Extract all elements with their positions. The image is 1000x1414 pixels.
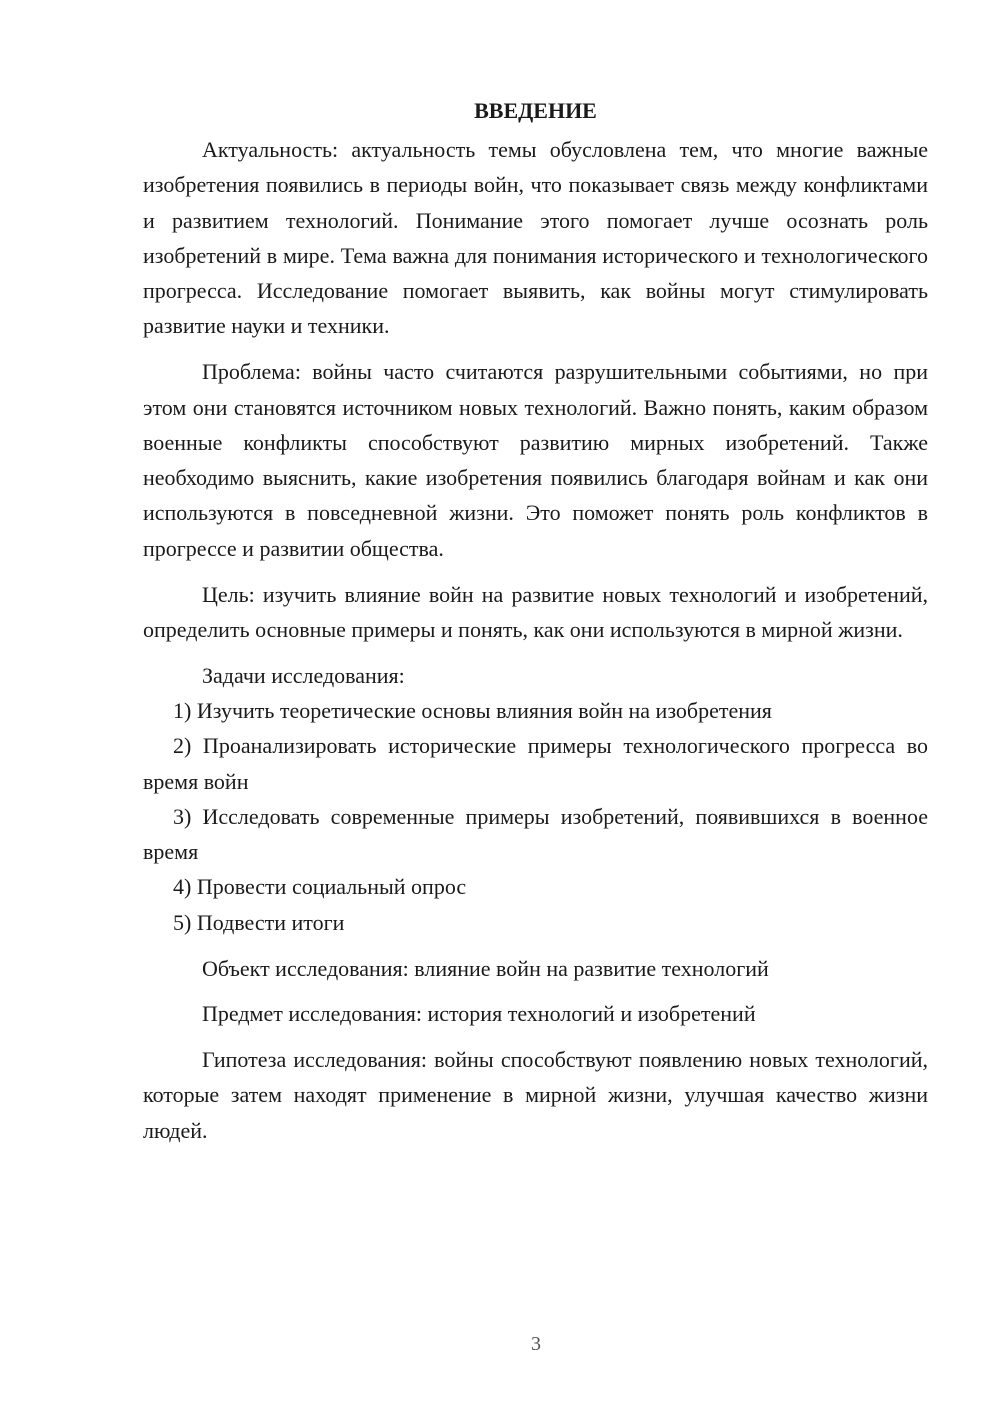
task-item-5: 5) Подвести итоги — [173, 909, 345, 935]
goal-paragraph: Цель: изучить влияние войн на развитие новых технологий и изобретений, определить основные примеры и понять, как они используются в мирной жизни. — [143, 581, 928, 642]
section-title: ВВЕДЕНИЕ — [474, 98, 597, 123]
relevance-paragraph: Актуальность: актуальность темы обусловлена тем, что многие важные изобретения появились в периоды войн, что показывает связь между конфликтами и развитием технологий. Понимание этого помогает лучше осознать роль изобретений в мире. Тема важна для понимания исторического и технологического прогресса. Исследование помогает выявить, как войны могут стимулировать развитие науки и техники. — [143, 137, 928, 339]
tasks-list — [143, 693, 928, 940]
page-content — [143, 93, 928, 1148]
object-paragraph: Объект исследования: влияние войн на развитие технологий — [202, 955, 769, 981]
subject-paragraph: Предмет исследования: история технологий и изобретений — [202, 1001, 756, 1027]
task-item-1: 1) Изучить теоретические основы влияния войн на изобретения — [173, 697, 772, 723]
tasks-heading: Задачи исследования: — [202, 662, 405, 688]
problem-paragraph: Проблема: войны часто считаются разрушительными событиями, но при этом они становятся источником новых технологий. Важно понять, каким образом военные конфликты способствуют развитию мирных изобретений. Также необходимо выяснить, какие изобретения появились благодаря войнам и как они используются в повседневной жизни. Это поможет понять роль конфликтов в прогрессе и развитии общества. — [143, 359, 928, 561]
task-item-4: 4) Провести социальный опрос — [173, 874, 467, 900]
page-number: 3 — [531, 1333, 541, 1355]
task-item-2: 2) Проанализировать исторические примеры технологического прогресса во время войн — [143, 733, 928, 794]
task-item-3: 3) Исследовать современные примеры изобретений, появившихся в военное время — [143, 803, 928, 865]
hypothesis-paragraph: Гипотеза исследования: войны способствуют появлению новых технологий, которые затем находят применение в мирной жизни, улучшая качество жизни людей. — [143, 1047, 928, 1143]
